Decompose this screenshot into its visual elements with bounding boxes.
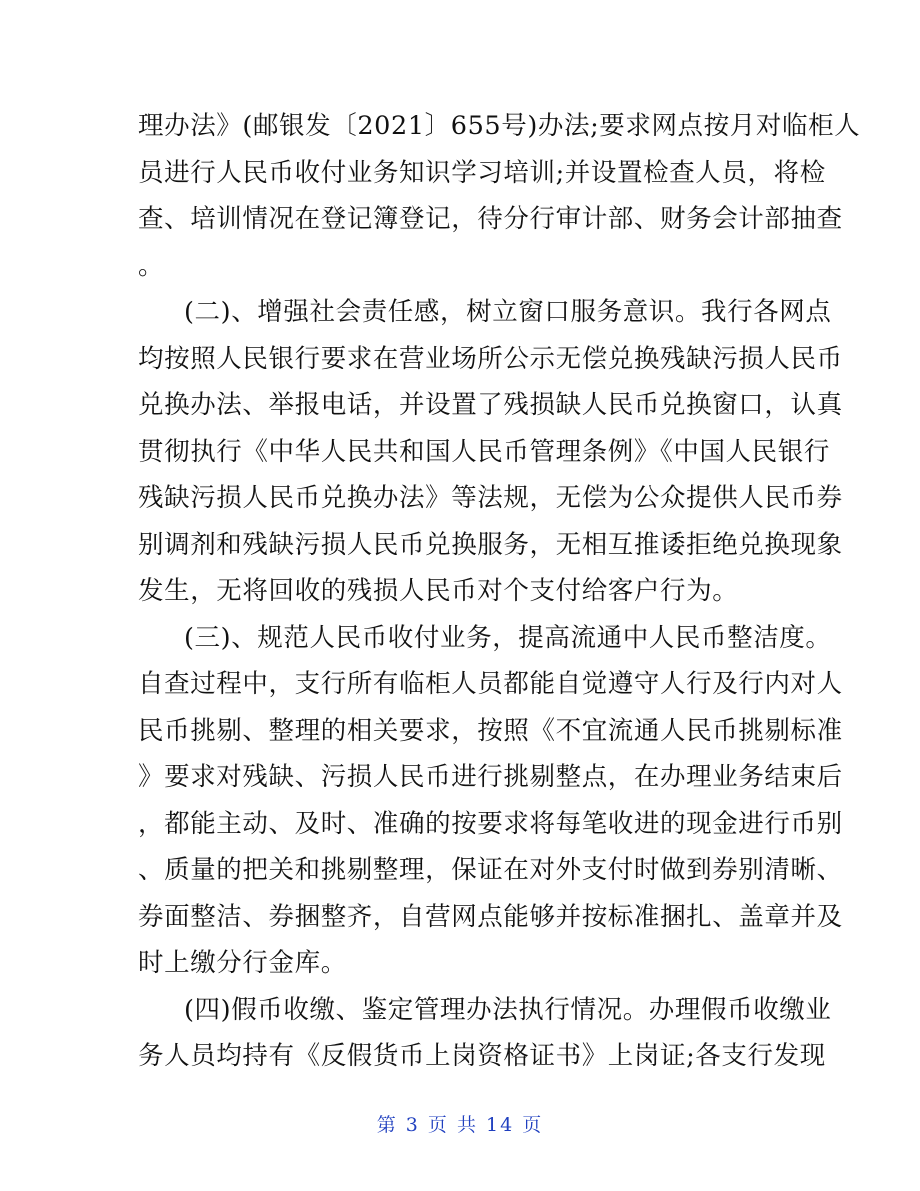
text-line: 兑换办法、举报电话，并设置了残损缺人民币兑换窗口，认真 xyxy=(138,390,843,420)
text-line: 。 xyxy=(138,250,165,281)
text-line: 理办法》(邮银发〔2021〕655号)办法;要求网点按月对临柜人 xyxy=(138,111,861,141)
text-line: 务人员均持有《反假货币上岗资格证书》上岗证;各支行发现 xyxy=(138,1041,826,1071)
text-line: 别调剂和残缺污损人民币兑换服务，无相互推诿拒绝兑换现象 xyxy=(138,529,843,560)
text-line: ，都能主动、及时、准确的按要求将每笔收进的现金进行币别 xyxy=(138,808,843,839)
text-line: (二)、增强社会责任感，树立窗口服务意识。我行各网点 xyxy=(184,297,832,327)
text-line: 贯彻执行《中华人民共和国人民币管理条例》《中国人民银行 xyxy=(138,436,830,467)
text-line: (四)假币收缴、鉴定管理办法执行情况。办理假币收缴业 xyxy=(184,994,832,1025)
text-line: 残缺污损人民币兑换办法》等法规，无偿为公众提供人民币券 xyxy=(138,483,843,513)
text-line: 时上缴分行金库。 xyxy=(138,948,347,978)
text-line: 自查过程中，支行所有临柜人员都能自觉遵守人行及行内对人 xyxy=(138,669,843,699)
text-line: 券面整洁、券捆整齐，自营网点能够并按标准捆扎、盖章并及 xyxy=(138,901,843,932)
text-line: 员进行人民币收付业务知识学习培训;并设置检查人员，将检 xyxy=(138,157,826,188)
document-body xyxy=(138,103,861,1080)
text-line: 查、培训情况在登记簿登记，待分行审计部、财务会计部抽查 xyxy=(138,204,843,234)
text-line: 》要求对残缺、污损人民币进行挑剔整点，在办理业务结束后 xyxy=(138,762,843,792)
page-footer: 第 3 页 共 14 页 xyxy=(376,1114,544,1136)
text-line: 发生，无将回收的残损人民币对个支付给客户行为。 xyxy=(138,576,739,606)
text-line: 民币挑剔、整理的相关要求，按照《不宜流通人民币挑剔标准 xyxy=(138,715,843,746)
text-line: 均按照人民银行要求在营业场所公示无偿兑换残缺污损人民币 xyxy=(138,343,843,374)
text-line: 、质量的把关和挑剔整理，保证在对外支付时做到券别清晰、 xyxy=(138,855,843,885)
text-line: (三)、规范人民币收付业务，提高流通中人民币整洁度。 xyxy=(184,622,832,653)
